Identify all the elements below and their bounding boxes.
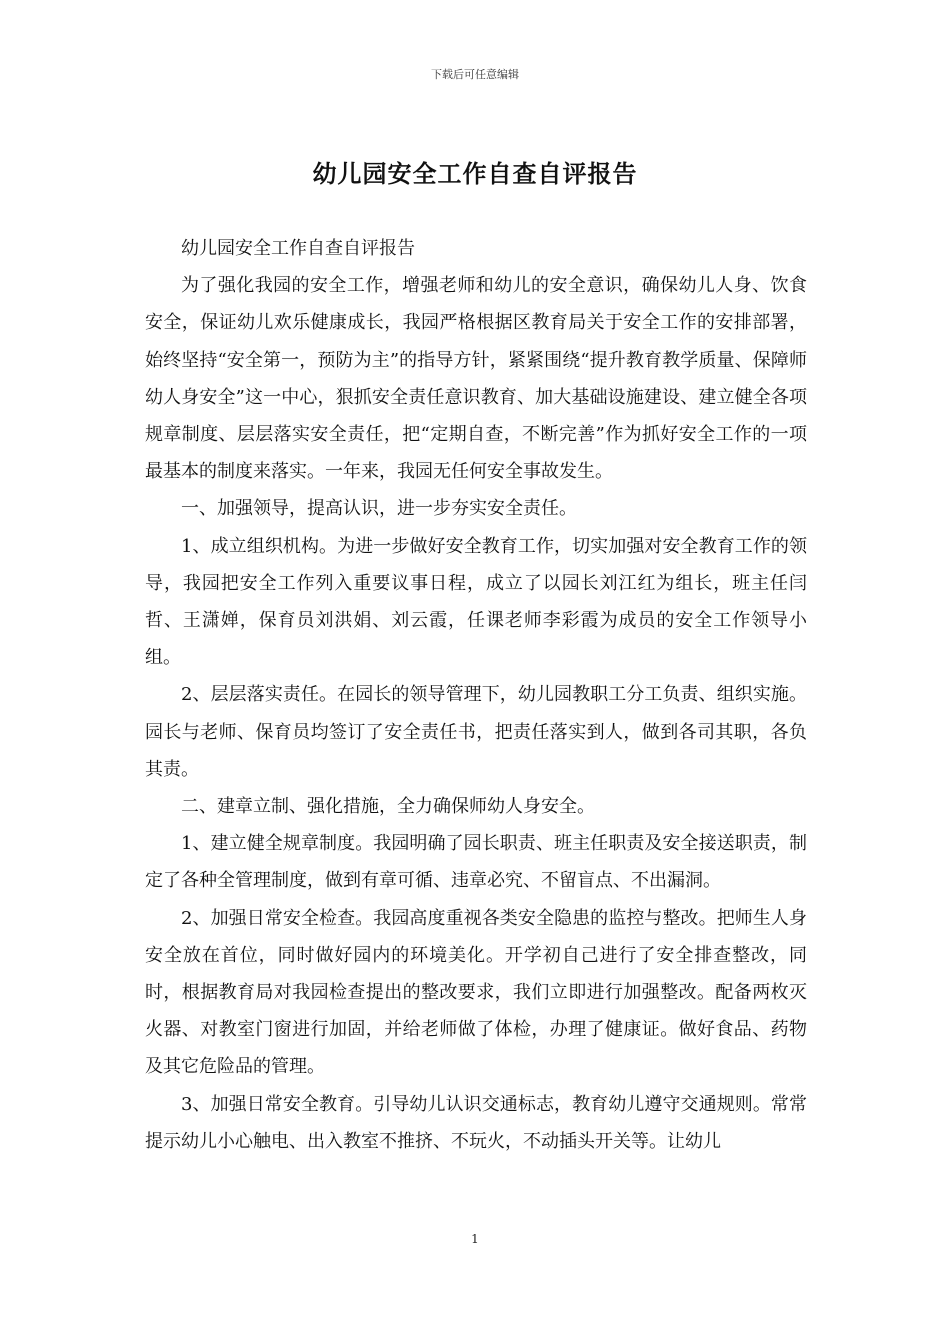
paragraph-subtitle: 幼儿园安全工作自查自评报告 bbox=[181, 238, 415, 259]
paragraph-1-2: 2、层层落实责任。在园长的领导管理下，幼儿园教职工分工负责、组织实施。园长与老师、保育员均签订了安全责任书，把责任落实到人，做到各司其职，各负其责。 bbox=[145, 684, 807, 780]
header-note: 下载后可任意编辑 bbox=[431, 68, 519, 81]
paragraph-1-1: 1、成立组织机构。为进一步做好安全教育工作，切实加强对安全教育工作的领导，我园把安全工作列入重要议事日程，成立了以园长刘江红为组长，班主任闫哲、王潇婵，保育员刘洪娟、刘云霞，任课老师李彩霞为成员的安全工作领导小组。 bbox=[145, 535, 807, 669]
document-body bbox=[145, 230, 807, 1160]
document-title: 幼儿园安全工作自查自评报告 bbox=[312, 160, 638, 188]
paragraph-2-3: 3、加强日常安全教育。引导幼儿认识交通标志，教育幼儿遵守交通规则。常常提示幼儿小心触电、出入教室不推挤、不玩火，不动插头开关等。让幼儿 bbox=[145, 1093, 807, 1152]
paragraph-2-2: 2、加强日常安全检查。我园高度重视各类安全隐患的监控与整改。把师生人身安全放在首位，同时做好园内的环境美化。开学初自己进行了安全排查整改，同时，根据教育局对我园检查提出的整改要求，我们立即进行加强整改。配备两枚灭火器、对教室门窗进行加固，并给老师做了体检，办理了健康证。做好食品、药物及其它危险品的管理。 bbox=[145, 907, 807, 1078]
paragraph-2-1: 1、建立健全规章制度。我园明确了园长职责、班主任职责及安全接送职责，制定了各种全管理制度，做到有章可循、违章必究、不留盲点、不出漏洞。 bbox=[145, 833, 807, 892]
section-heading-2: 二、建章立制、强化措施，全力确保师幼人身安全。 bbox=[181, 796, 595, 818]
paragraph-intro: 为了强化我园的安全工作，增强老师和幼儿的安全意识，确保幼儿人身、饮食安全，保证幼儿欢乐健康成长，我园严格根据区教育局关于安全工作的安排部署，始终坚持“安全第一，预防为主”的指导方针，紧紧围绕“提升教育教学质量、保障师幼人身安全”这一中心，狠抓安全责任意识教育、加大基础设施建设、建立健全各项规章制度、层层落实安全责任，把“定期自查，不断完善”作为抓好安全工作的一项最基本的制度来落实。一年来，我园无任何安全事故发生。 bbox=[145, 275, 807, 483]
section-heading-1: 一、加强领导，提高认识，进一步夯实安全责任。 bbox=[181, 498, 577, 520]
page-number: 1 bbox=[471, 1232, 479, 1246]
